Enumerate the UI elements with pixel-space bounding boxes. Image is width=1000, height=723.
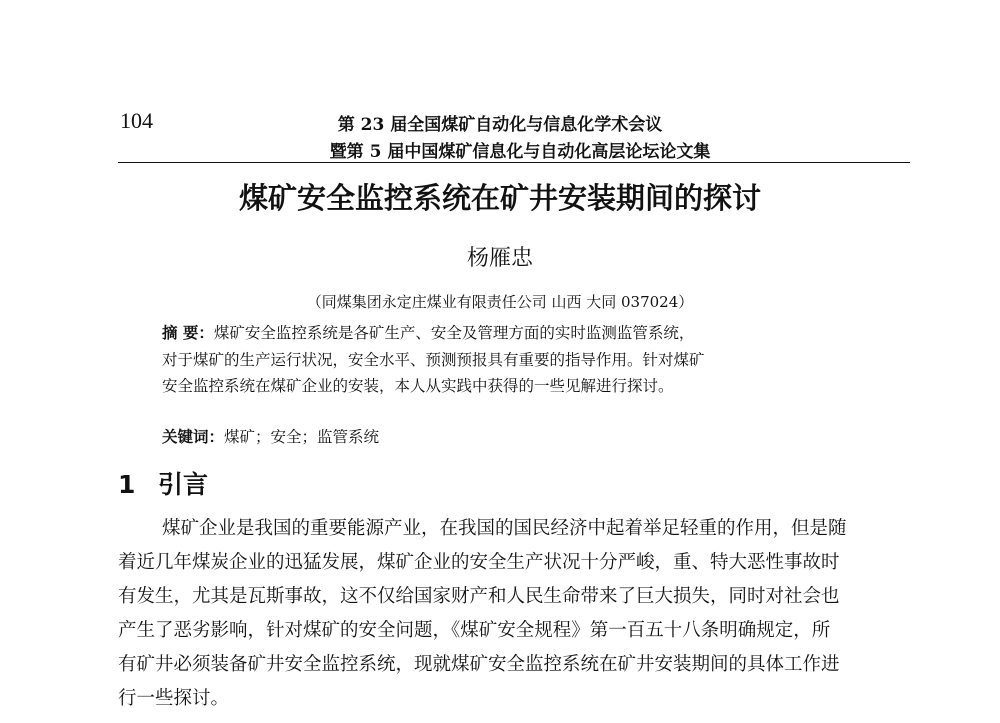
body-line: 产生了恶劣影响，针对煤矿的安全问题，《煤矿安全规程》第一百五十八条明确规定，所 bbox=[118, 620, 831, 641]
section-heading bbox=[118, 465, 208, 501]
page-number: 104 bbox=[120, 108, 153, 133]
author-name: 杨雁忠 bbox=[466, 246, 533, 271]
section-title: 引言 bbox=[158, 470, 209, 499]
body-line: 有矿井必须装备矿井安全监控系统，现就煤矿安全监控系统在矿井安装期间的具体工作进 bbox=[118, 654, 840, 675]
abstract-line: 安全监控系统在煤矿企业的安装，本人从实践中获得的一些见解进行探讨。 bbox=[162, 377, 674, 395]
paper-title: 煤矿安全监控系统在矿井安装期间的探讨 bbox=[238, 181, 761, 215]
body-line: 着近几年煤炭企业的迅猛发展，煤矿企业的安全生产状况十分严峻，重、特大恶性事故时 bbox=[118, 552, 840, 573]
abstract-line: 对于煤矿的生产运行状况，安全水平、预测预报具有重要的指导作用。针对煤矿 bbox=[162, 350, 705, 369]
keywords bbox=[162, 425, 379, 447]
header-rule bbox=[118, 162, 910, 163]
abstract-text: 煤矿安全监控系统是各矿生产、安全及管理方面的实时监测监管系统， bbox=[213, 324, 695, 342]
section-body bbox=[118, 512, 918, 716]
conference-title-line-2: 暨第 5 届中国煤矿信息化与自动化高层论坛论文集 bbox=[329, 142, 711, 162]
abstract-line bbox=[162, 320, 882, 347]
body-line: 行一些探讨。 bbox=[118, 688, 230, 709]
body-line: 煤矿企业是我国的重要能源产业，在我国的国民经济中起着举足轻重的作用，但是随 bbox=[162, 518, 847, 539]
abstract-label: 摘 要： bbox=[162, 324, 214, 342]
body-line: 有发生，尤其是瓦斯事故，这不仅给国家财产和人民生命带来了巨大损失，同时对社会也 bbox=[118, 586, 840, 607]
abstract bbox=[162, 320, 882, 400]
keywords-label: 关键词： bbox=[162, 428, 225, 446]
conference-title-line-1: 第 23 届全国煤矿自动化与信息化学术会议 bbox=[337, 115, 663, 135]
keywords-text: 煤矿；安全；监管系统 bbox=[224, 428, 380, 446]
author-affiliation: （同煤集团永定庄煤业有限责任公司 山西 大同 037024） bbox=[306, 293, 694, 311]
section-number: 1 bbox=[118, 470, 136, 499]
